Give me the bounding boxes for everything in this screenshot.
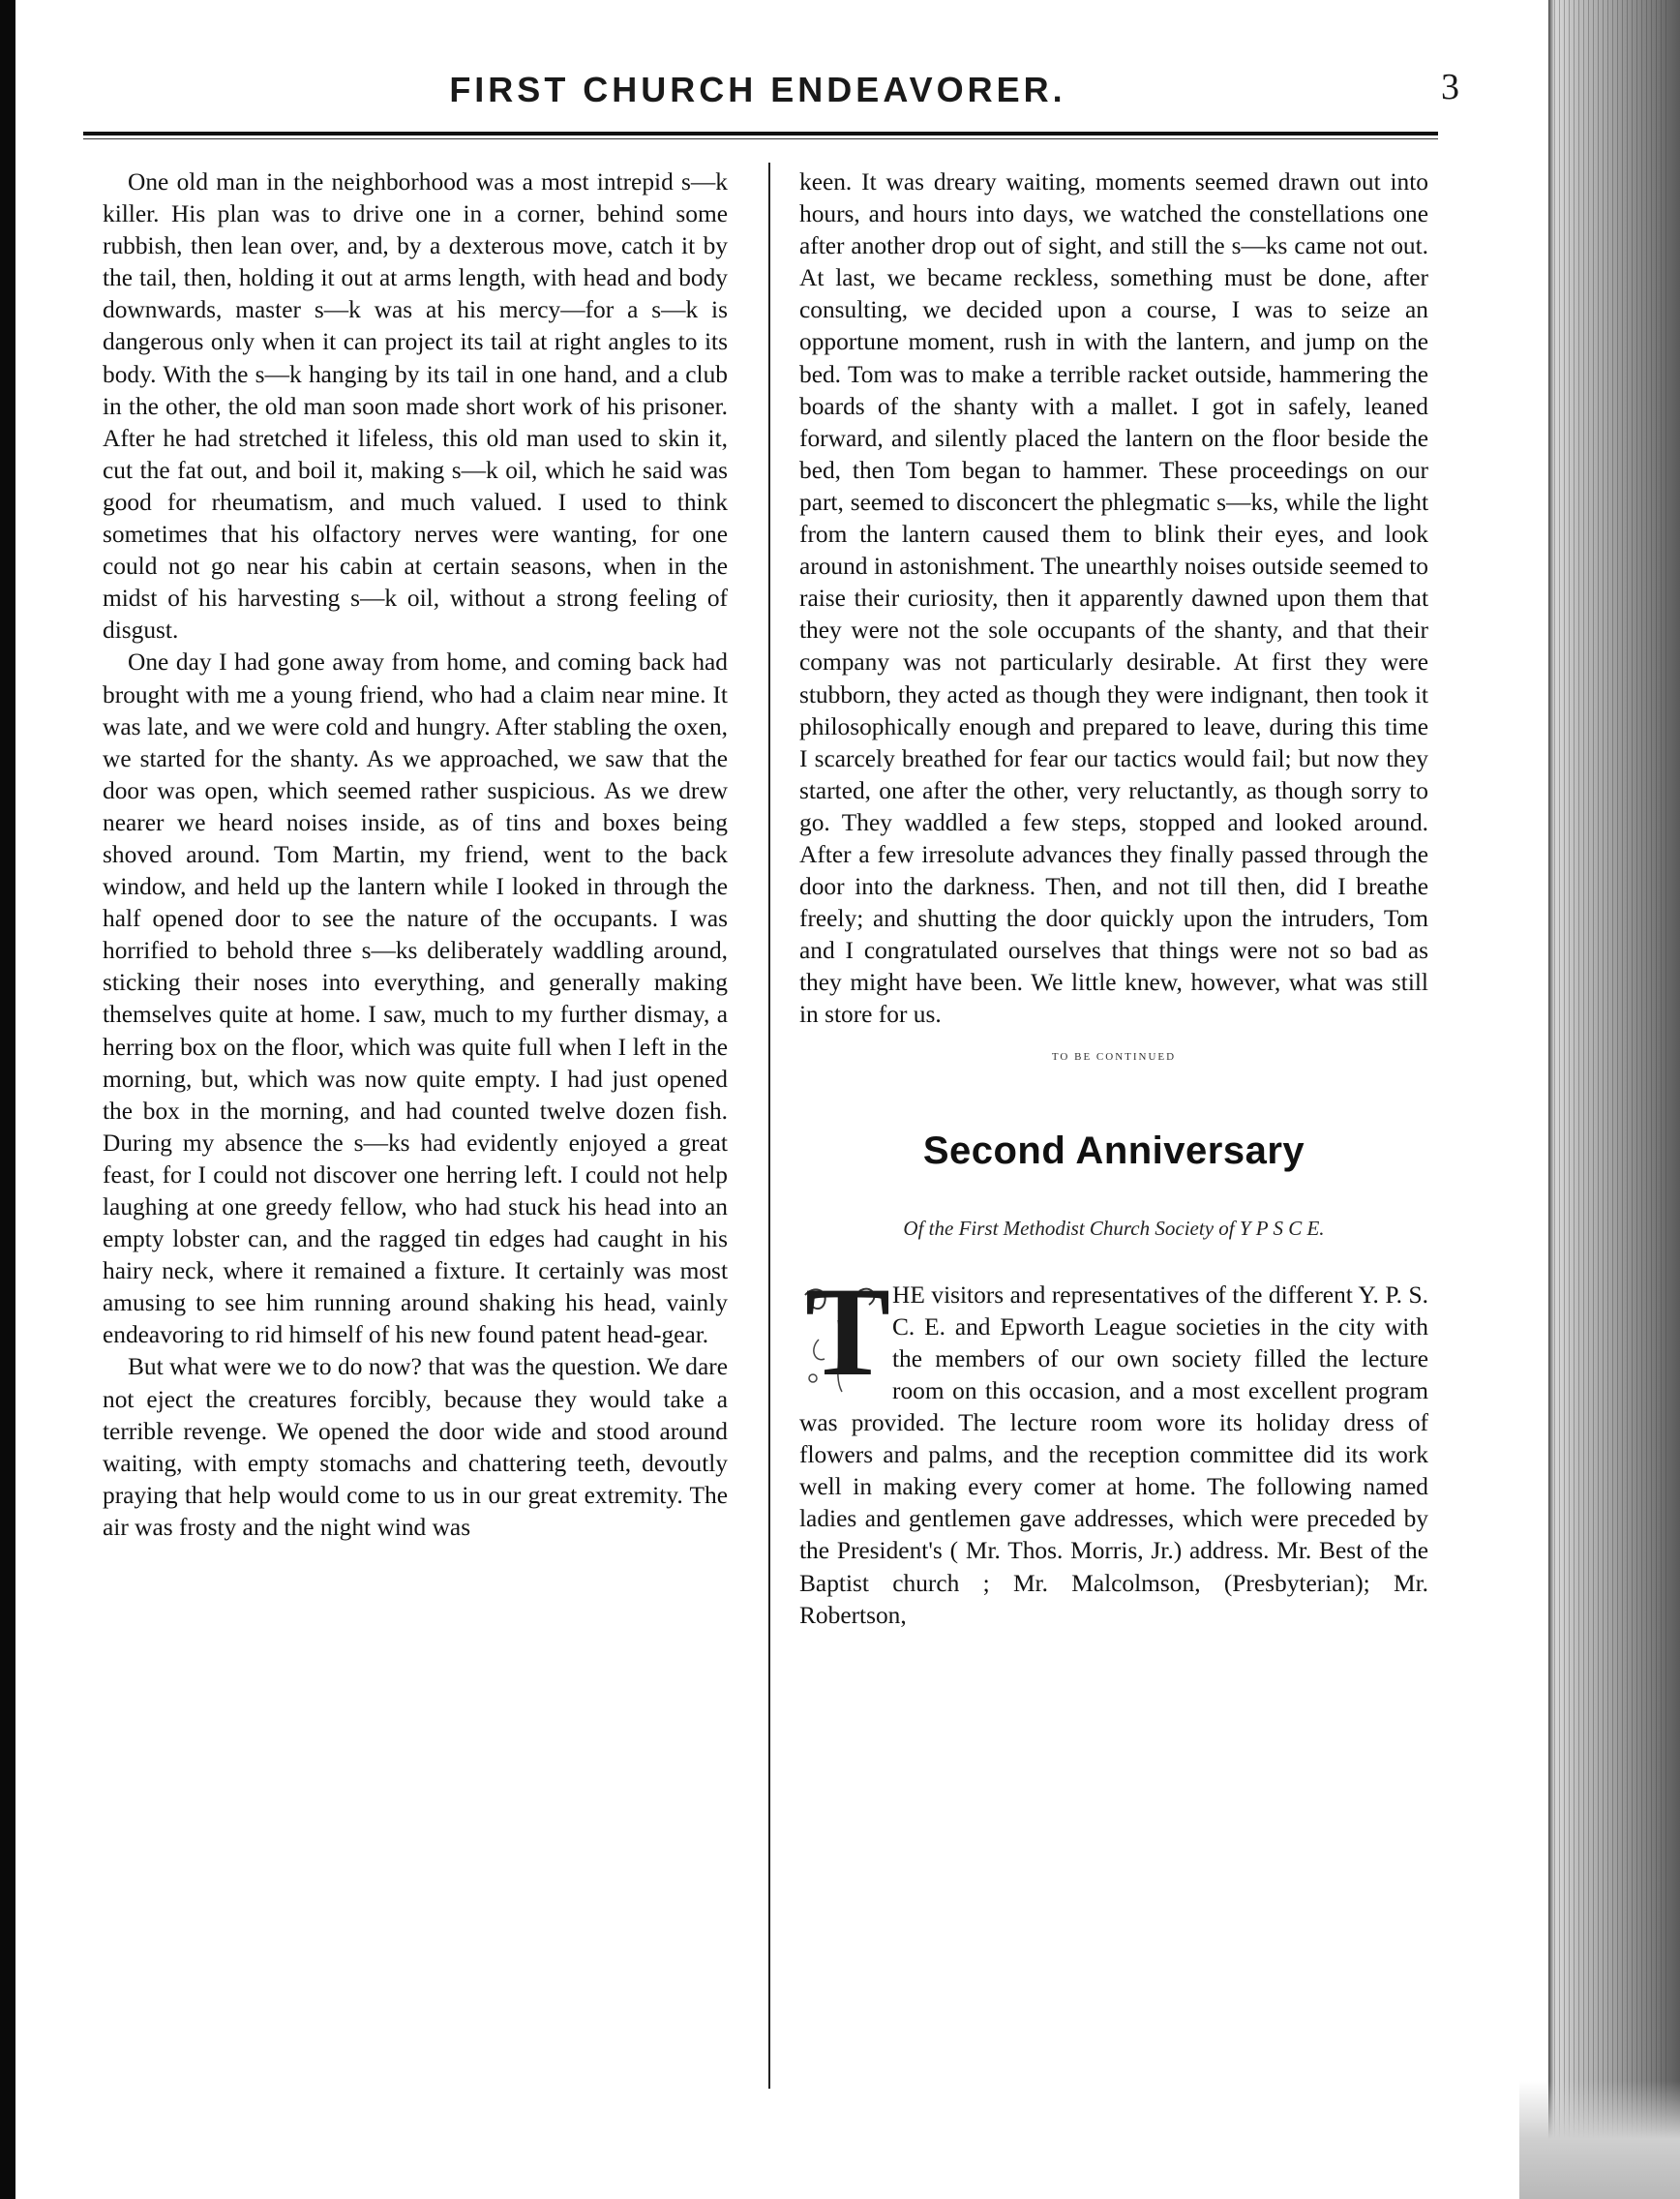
article-subtitle: Of the First Methodist Church Society of Y P S C E. (903, 1216, 1325, 1240)
header-rule-thick (83, 132, 1438, 136)
article-paragraph: HE visitors and representatives of the different Y. P. S. C. E. and Epworth League societies in the city with the members of our own society filled the lecture room on this occasion, and a most excellent program was provided. The lecture room wore its holiday dress of flowers and palms, and the reception committee did its work well in making every comer at home. The following named ladies and gentlemen gave addresses, which were preceded by the President's ( Mr. Thos. Morris, Jr.) address. Mr. Best of the Baptist church ; Mr. Malcolmson, (Presbyterian); Mr. Robertson, (799, 1280, 1428, 1629)
book-page-stack-bottom (1519, 2081, 1680, 2199)
to-be-continued-note: TO BE CONTINUED (1051, 1050, 1177, 1063)
book-page-stack-lines (1554, 0, 1670, 2199)
page-header (83, 66, 1459, 124)
body-paragraph: One day I had gone away from home, and coming back had brought with me a young friend, who had a claim near mine. It was late, and we were cold and hungry. After stabling the oxen, we started for the shanty. As we approached, we saw that the door was open, which seemed rather suspicious. As we drew nearer we heard noises inside, as of tins and boxes being shoved around. Tom Martin, my friend, went to the back window, and held up the lantern while I looked in through the half opened door to see the nature of the occupants. I was horrified to behold three s—ks deliberately waddling around, sticking their noses into everything, and generally making themselves quite at home. I saw, much to my further dismay, a herring box on the floor, which was quite full when I left in the morning, but, which was now quite empty. I had just opened the box in the morning, and had counted twelve dozen fish. During my absence the s—ks had evidently enjoyed a great feast, for I could not discover one herring left. I could not help laughing at one greedy fellow, who had stuck his head into an empty lobster can, and the ragged tin edges had caught in his hairy neck, where it remained a fixture. It certainly was most amusing to see him running around shaking his head, vainly endeavoring to rid himself of his new found patent head-gear. (103, 648, 728, 1349)
body-paragraph: One old man in the neighborhood was a most intrepid s—k killer. His plan was to drive one in a corner, behind some rubbish, then lean over, and, by a dexterous move, catch it by the tail, then, holding it out at arms length, with head and body downwards, master s—k was at his mercy—for a s—k is dangerous only when it can project its tail at right angles to its body. With the s—k hanging by its tail in one hand, and a club in the other, the old man soon made short work of his prisoner. After he had stretched it lifeless, this old man used to skin it, cut the fat out, and boil it, making s—k oil, which he said was good for rheumatism, and much valued. I used to think sometimes that his olfactory nerves were wanting, for one could not go near his cabin at certain seasons, when in the midst of his harvesting s—k oil, without a strong feeling of disgust. (103, 168, 728, 645)
page-left-edge-shadow (0, 0, 15, 2199)
body-paragraph: But what were we to do now? that was the question. We dare not eject the creatures forcibly, because they would take a terrible revenge. We opened the door wide and stood around waiting, with empty stomachs and chattering teeth, devoutly praying that help would come to us in our great extremity. The air was frosty and the night wind was (103, 1353, 728, 1541)
drop-cap-ornament (799, 1259, 891, 1402)
journal-title: FIRST CHURCH ENDEAVORER. (449, 70, 1066, 109)
left-column (103, 166, 728, 1544)
article-body (799, 1259, 1428, 1632)
column-divider (768, 163, 770, 2089)
article-title: Second Anniversary (922, 1129, 1305, 1172)
page-number: 3 (1441, 67, 1459, 107)
right-column (799, 166, 1428, 1632)
continued-paragraph: keen. It was dreary waiting, moments seemed drawn out into hours, and hours into days, we watched the constellations one after another drop out of sight, and still the s—ks came not out. At last, we became reckless, something must be done, after consulting, we decided upon a course, I was to seize an opportune moment, rush in with the lantern, and jump on the bed. Tom was to make a terrible racket outside, hammering the boards of the shanty with a mallet. I got in safely, leaned forward, and silently placed the lantern on the floor beside the bed, then Tom began to hammer. These proceedings on our part, seemed to disconcert the phlegmatic s—ks, while the light from the lantern caused them to blink their eyes, and look around in astonishment. The unearthly noises outside seemed to raise their curiosity, then it apparently dawned upon them that they were not the sole occupants of the shanty, and that their company was not particularly desirable. At first they were stubborn, they acted as though they were indignant, then took it philosophically enough and prepared to leave, during this time I scarcely breathed for fear our tactics would fail; but now they started, one after the other, very reluctantly, as though sorry to go. They waddled a few steps, stopped and looked around. After a few irresolute advances they finally passed through the door into the darkness. Then, and not till then, did I breathe freely; and shutting the door quickly upon the intruders, Tom and I congratulated ourselves that things were not so bad as they might have been. We little knew, however, what was still in store for us. (799, 168, 1428, 1029)
drop-cap-letter: T (805, 1259, 891, 1402)
header-rule-thin (83, 138, 1438, 139)
